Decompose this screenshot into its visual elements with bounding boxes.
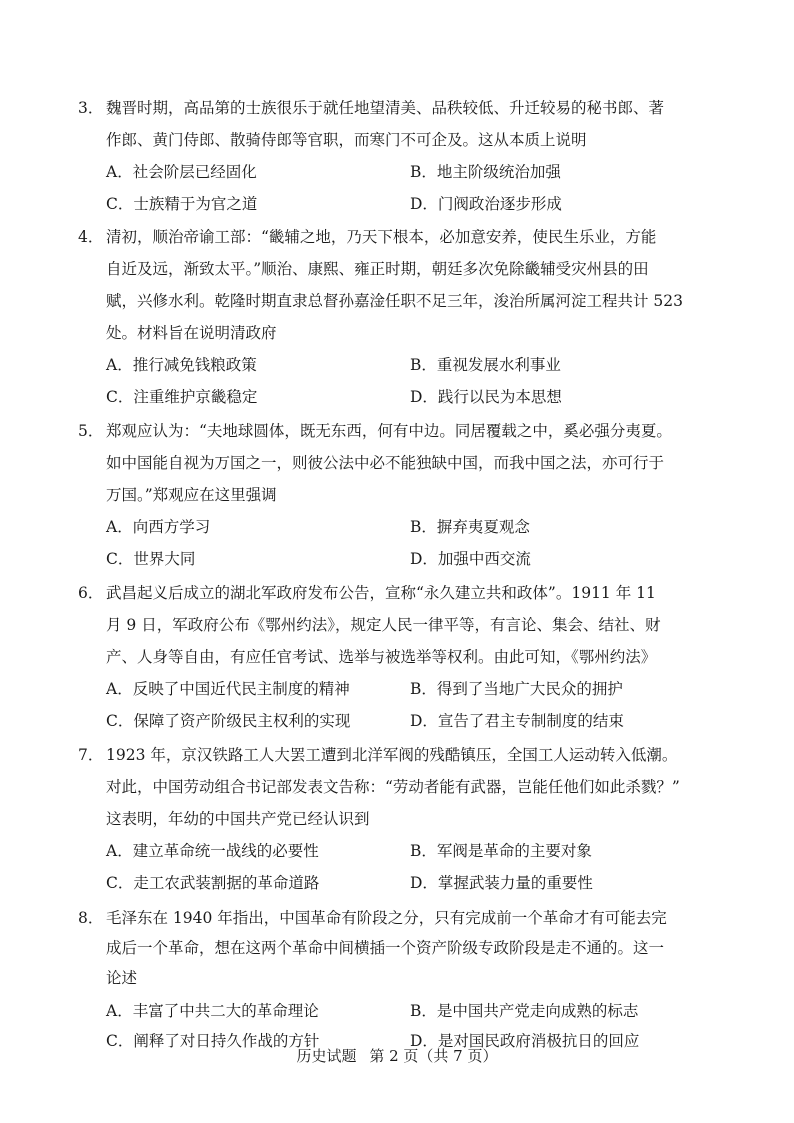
question-text-line: 武昌起义后成立的湖北军政府发布公告，宣称“永久建立共和政体”。1911 年 11 (106, 584, 656, 602)
question-text-line: 这表明，年幼的中国共产党已经认识到 (106, 810, 370, 828)
question-number: 8． (78, 909, 104, 927)
question-text-line: 毛泽东在 1940 年指出，中国革命有阶段之分，只有完成前一个革命才有可能去完 (106, 909, 667, 927)
option-c: C．走工农武装割据的革命道路 (106, 874, 320, 892)
question-text-line: 郑观应认为：“夫地球圆体，既无东西，何有中边。同居覆载之中，奚必强分夷夏。 (106, 422, 672, 440)
option-d: D．是对国民政府消极抗日的回应 (410, 1032, 640, 1050)
question-text-line: 处。材料旨在说明清政府 (106, 324, 277, 342)
option-b: B．是中国共产党走向成熟的标志 (410, 1002, 639, 1020)
footer-subject: 历史试题 (296, 1047, 357, 1065)
question-text-line: 论述 (106, 969, 138, 987)
footer-page-number: 第 2 页（共 7 页） (369, 1047, 498, 1065)
option-c: C．世界大同 (106, 550, 196, 568)
question-text-line: 清初，顺治帝谕工部：“畿辅之地，乃天下根本，必加意安养，使民生乐业，方能 (106, 228, 657, 246)
option-c: C．阐释了对日持久作战的方针 (106, 1032, 320, 1050)
page-footer (0, 1045, 794, 1066)
option-a: A．反映了中国近代民主制度的精神 (106, 680, 350, 698)
option-c: C．注重维护京畿稳定 (106, 388, 258, 406)
option-c: C．士族精于为官之道 (106, 195, 258, 213)
question-text-line: 产、人身等自由，有应任官考试、选举与被选举等权利。由此可知，《鄂州约法》 (106, 648, 657, 666)
option-a: A．推行减免钱粮政策 (106, 356, 257, 374)
question-text-line: 月 9 日，军政府公布《鄂州约法》，规定人民一律平等，有言论、集会、结社、财 (106, 616, 661, 634)
question-text-line: 对此，中国劳动组合书记部发表文告称：“劳动者能有武器，岂能任他们如此杀戮？” (106, 778, 680, 796)
option-b: B．重视发展水利事业 (410, 356, 561, 374)
option-b: B．军阀是革命的主要对象 (410, 842, 592, 860)
option-b: B．摒弃夷夏观念 (410, 518, 530, 536)
option-b: B．地主阶级统治加强 (410, 163, 561, 181)
option-a: A．社会阶层已经固化 (106, 163, 257, 181)
option-d: D．宣告了君主专制制度的结束 (410, 712, 624, 730)
question-number: 5． (78, 422, 104, 440)
question-text-line: 赋，兴修水利。乾隆时期直隶总督孙嘉淦任职不足三年，浚治所属河淀工程共计 523 (106, 292, 684, 310)
option-a: A．丰富了中共二大的革命理论 (106, 1002, 319, 1020)
option-d: D．践行以民为本思想 (410, 388, 562, 406)
question-number: 6． (78, 584, 104, 602)
question-text-line: 1923 年，京汉铁路工人大罢工遭到北洋军阀的残酷镇压，全国工人运动转入低潮。 (106, 746, 678, 764)
question-text-line: 作郎、黄门侍郎、散骑侍郎等官职，而寒门不可企及。这从本质上说明 (106, 131, 587, 149)
option-d: D．加强中西交流 (410, 550, 531, 568)
option-a: A．向西方学习 (106, 518, 211, 536)
question-number: 3． (78, 99, 104, 117)
option-d: D．门阀政治逐步形成 (410, 195, 562, 213)
question-text-line: 如中国能自视为万国之一，则彼公法中必不能独缺中国，而我中国之法，亦可行于 (106, 454, 665, 472)
option-a: A．建立革命统一战线的必要性 (106, 842, 319, 860)
question-text-line: 成后一个革命，想在这两个革命中间横插一个资产阶级专政阶段是走不通的。这一 (106, 939, 665, 957)
question-text-line: 魏晋时期，高品第的士族很乐于就任地望清美、品秩较低、升迁较易的秘书郎、著 (106, 99, 665, 117)
option-c: C．保障了资产阶级民主权利的实现 (106, 712, 351, 730)
option-d: D．掌握武装力量的重要性 (410, 874, 593, 892)
question-text-line: 万国。”郑观应在这里强调 (106, 486, 277, 504)
option-b: B．得到了当地广大民众的拥护 (410, 680, 623, 698)
question-text-line: 自近及远，渐致太平。”顺治、康熙、雍正时期，朝廷多次免除畿辅受灾州县的田 (106, 260, 649, 278)
question-number: 4． (78, 228, 104, 246)
question-number: 7． (78, 746, 104, 764)
